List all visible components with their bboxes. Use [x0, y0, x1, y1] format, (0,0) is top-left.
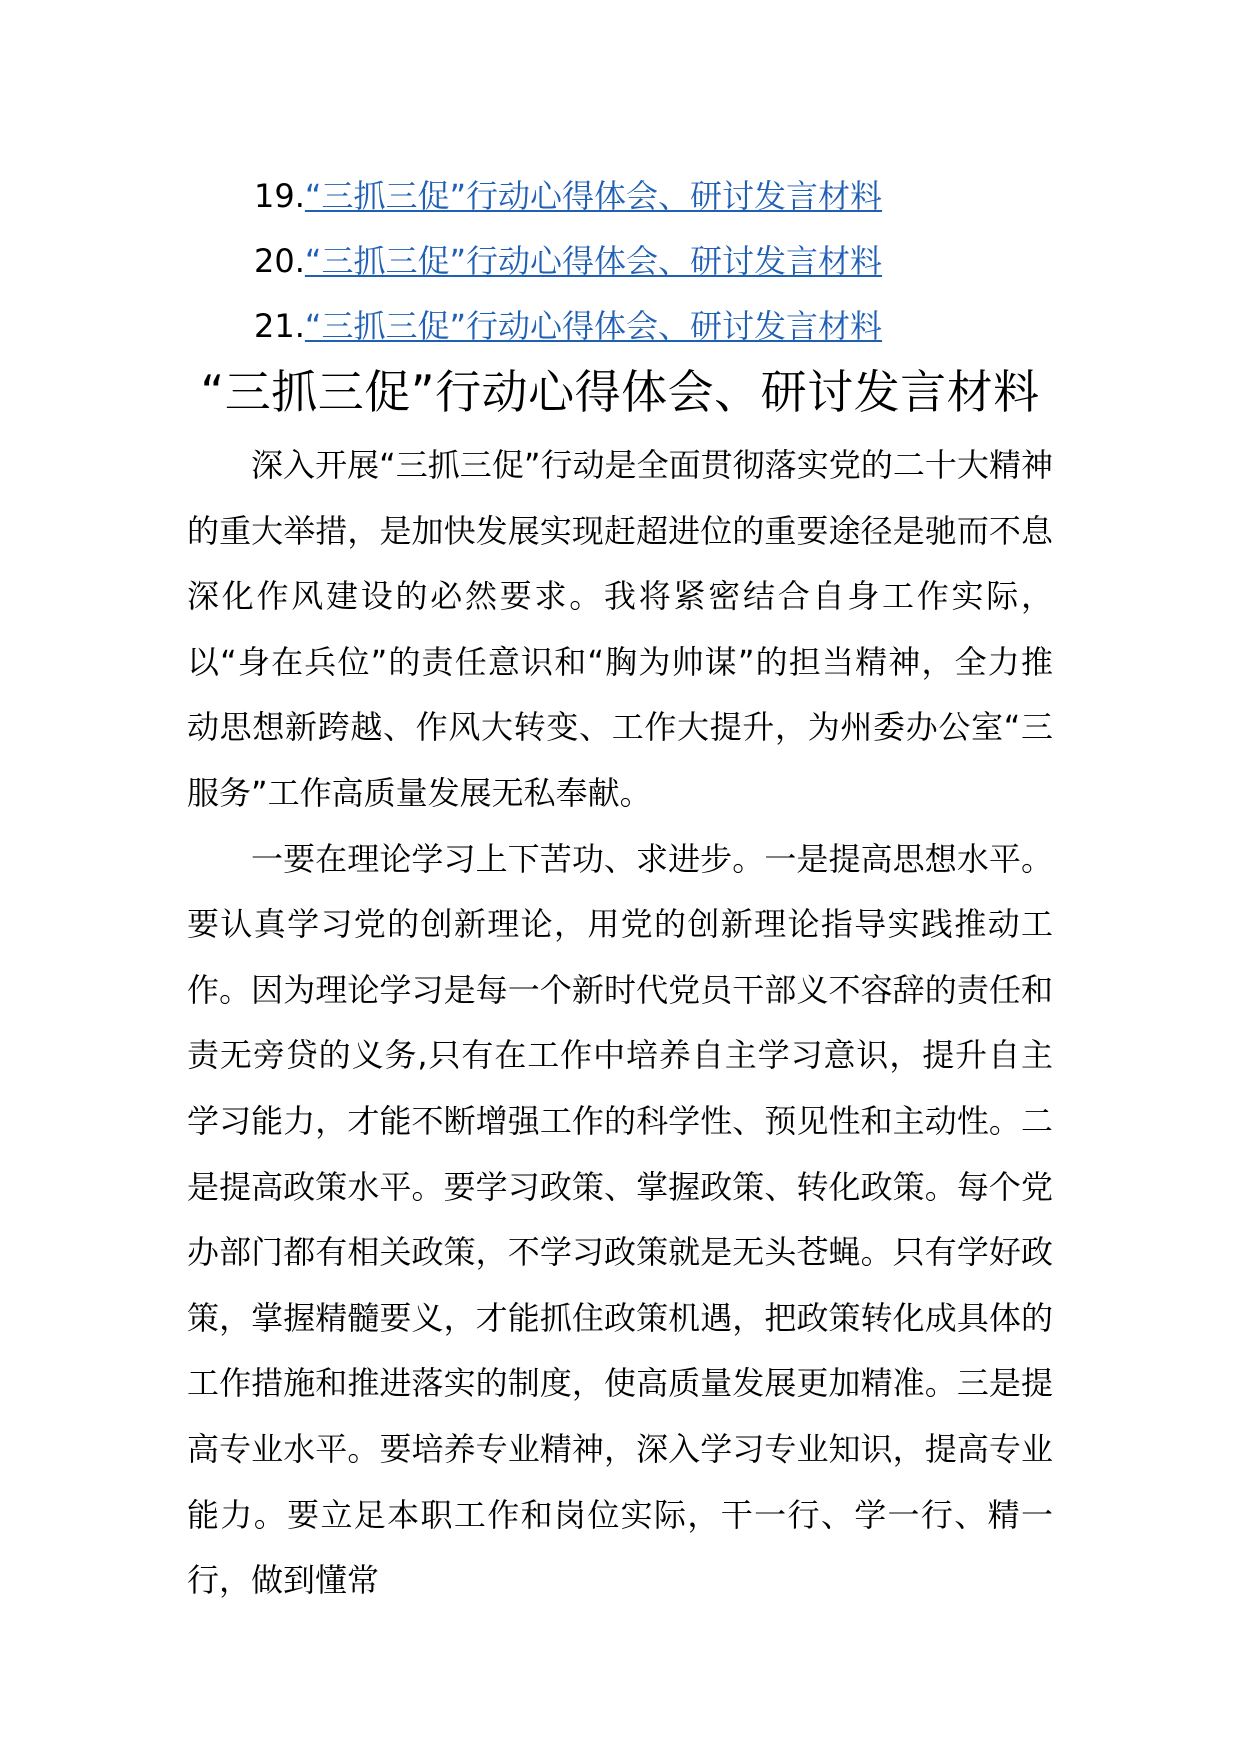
toc-item: [254, 302, 882, 350]
body-paragraph: 一要在理论学习上下苦功、求进步。一是提高思想水平。要认真学习党的创新理论，用党的创新理论指导实践推动工作。因为理论学习是每一个新时代党员干部义不容辞的责任和责无旁贷的义务,只有在工作中培养自主学习意识，提升自主学习能力，才能不断增强工作的科学性、预见性和主动性。二是提高政策水平。要学习政策、掌握政策、转化政策。每个党办部门都有相关政策，不学习政策就是无头苍蝇。只有学好政策，掌握精髓要义，才能抓住政策机遇，把政策转化成具体的工作措施和推进落实的制度，使高质量发展更加精准。三是提高专业水平。要培养专业精神，深入学习专业知识，提高专业能力。要立足本职工作和岗位实际，干一行、学一行、精一行，做到懂常: [187, 839, 1053, 1600]
toc-item-number: 19.: [254, 177, 305, 215]
toc-item: [254, 172, 882, 220]
document-body: [187, 433, 1053, 1614]
toc-item-link[interactable]: “三抓三促”行动心得体会、研讨发言材料: [304, 307, 883, 345]
toc-item-link[interactable]: “三抓三促”行动心得体会、研讨发言材料: [304, 177, 883, 215]
toc-item-number: 20.: [254, 242, 305, 280]
toc-item-link[interactable]: “三抓三促”行动心得体会、研讨发言材料: [304, 242, 883, 280]
body-paragraph: 深入开展“三抓三促”行动是全面贯彻落实党的二十大精神的重大举措，是加快发展实现赶超进位的重要途径是驰而不息深化作风建设的必然要求。我将紧密结合自身工作实际，以“身在兵位”的责任意识和“胸为帅谋”的担当精神，全力推动思想新跨越、作风大转变、工作大提升，为州委办公室“三服务”工作高质量发展无私奉献。: [187, 446, 1053, 812]
toc-item: [254, 237, 882, 285]
toc-item-number: 21.: [254, 307, 305, 345]
document-title: “三抓三促”行动心得体会、研讨发言材料: [200, 365, 1040, 419]
